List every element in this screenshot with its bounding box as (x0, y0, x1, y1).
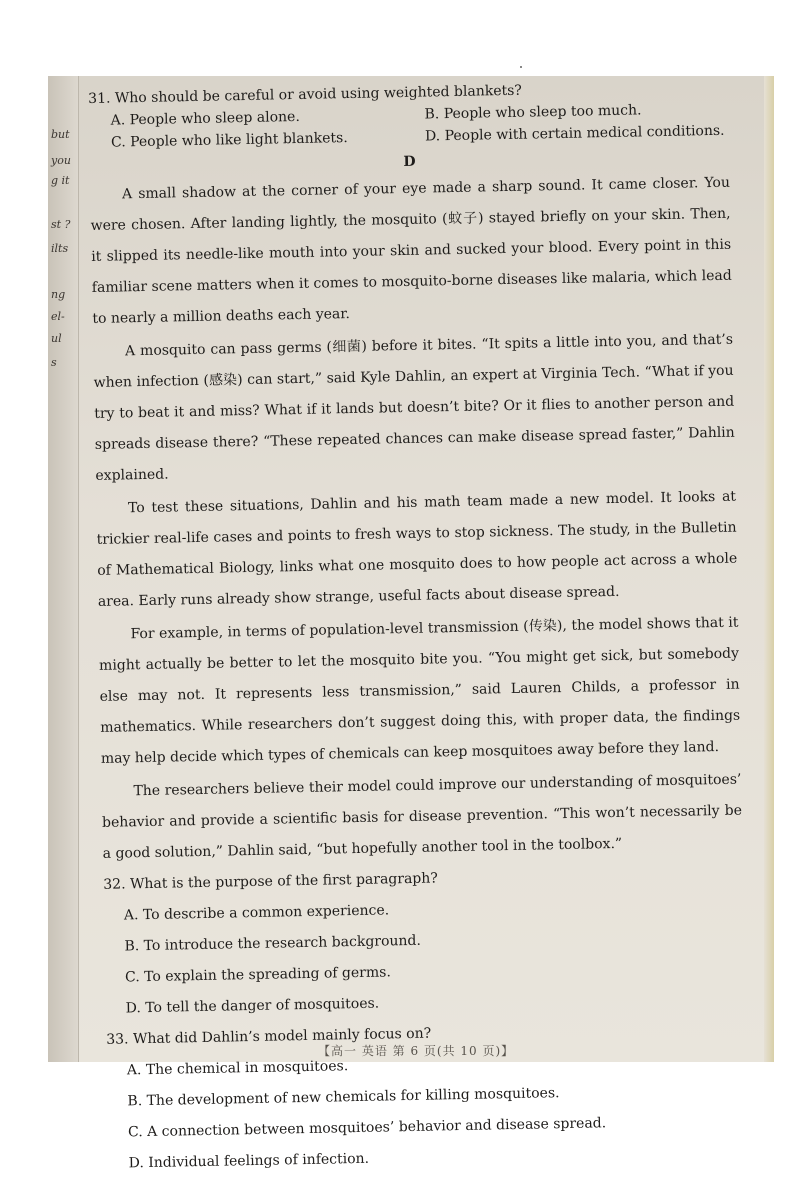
option-d: D. People with certain medical conditions. (424, 122, 725, 145)
option-c: C. People who like light blankets. (110, 130, 348, 151)
option-b: B. People who sleep too much. (424, 102, 642, 123)
option-d: D. Individual feelings of infection. (128, 1150, 370, 1172)
option-b: B. The development of new chemicals for killing mosquitoes. (127, 1085, 560, 1110)
book-edge (764, 76, 774, 1062)
margin-fragment: ilts (51, 242, 69, 255)
margin-fragment: you (51, 154, 71, 167)
speck (520, 66, 522, 68)
question-33 (106, 1013, 749, 1180)
question-stem: 31. Who should be careful or avoid using weighted blankets? (88, 82, 523, 107)
margin-fragment: but (51, 128, 70, 141)
exam-page (88, 76, 749, 1180)
passage-paragraph: To test these situations, Dahlin and his math team made a new model. It looks at trickier real-life cases and points to fresh ways to stop sickness. The study, in the Bulletin of Mathematical Biology, links what one mosquito does to how people act across a whole area. Early runs already show strange, useful facts about disease spread. (96, 488, 738, 610)
option-a: A. The chemical in mosquitoes. (126, 1058, 349, 1079)
question-31 (88, 76, 729, 154)
passage-paragraph: The researchers believe their model could improve our understanding of mosquitoes’ behavior and provide a scientific basis for disease prevention. “This won’t necessarily be a good solution,” Dahlin said, “but hopefully another tool in the toolbox.” (101, 771, 743, 862)
margin-fragment: el- (51, 310, 65, 323)
option-c: C. A connection between mosquitoes’ behavior and disease spread. (127, 1115, 607, 1141)
question-stem: 32. What is the purpose of the first paragraph? (103, 870, 438, 893)
passage-paragraph: A small shadow at the corner of your eye made a sharp sound. It came closer. You were chosen. After landing lightly, the mosquito (蚊子) stayed briefly on your skin. Then, it slipped its needle-like mouth into your skin and sucked your blood. Every point in this familiar scene matters when it comes to mosquito-borne diseases like malaria, which lead to nearly a million deaths each year. (90, 174, 732, 327)
margin-fragment: ul (51, 332, 62, 345)
section-heading: D (403, 153, 416, 170)
page-photo (48, 76, 774, 1172)
adjacent-page-edge (48, 76, 79, 1062)
page-footer: 【高一 英语 第 6 页(共 10 页)】 (318, 1044, 515, 1058)
option-c: C. To explain the spreading of germs. (124, 964, 391, 986)
option-a: A. People who sleep alone. (110, 108, 300, 129)
passage-paragraph: A mosquito can pass germs (细菌) before it bites. “It spits a little into you, and that’s when infection (感染) can start,” said Kyle Dahlin, an expert at Virginia Tech. “What if you try to beat it and miss? What if it lands but doesn’t bite? Or it flies to another person and spreads disease there? “These repeated chances can make disease spread faster,” Dahlin explained. (93, 331, 735, 484)
margin-fragment: ng (51, 288, 66, 301)
question-32 (103, 858, 746, 1025)
margin-fragment: s (51, 356, 57, 369)
option-d: D. To tell the danger of mosquitoes. (125, 995, 380, 1017)
option-b: B. To introduce the research background. (124, 932, 422, 955)
margin-fragment: g it (51, 174, 70, 187)
margin-fragment: st ? (51, 218, 71, 231)
option-a: A. To describe a common experience. (123, 902, 390, 924)
question-stem: 33. What did Dahlin’s model mainly focus on? (106, 1025, 432, 1048)
passage-paragraph: For example, in terms of population-level transmission (传染), the model shows that it might actually be better to let the mosquito bite you. “You might get sick, but somebody else may not. It represents less transmission,” said Lauren Childs, a professor in mathematics. While researchers don’t suggest doing this, with proper data, the findings may help decide which types of chemicals can keep mosquitoes away before they land. (98, 614, 741, 767)
